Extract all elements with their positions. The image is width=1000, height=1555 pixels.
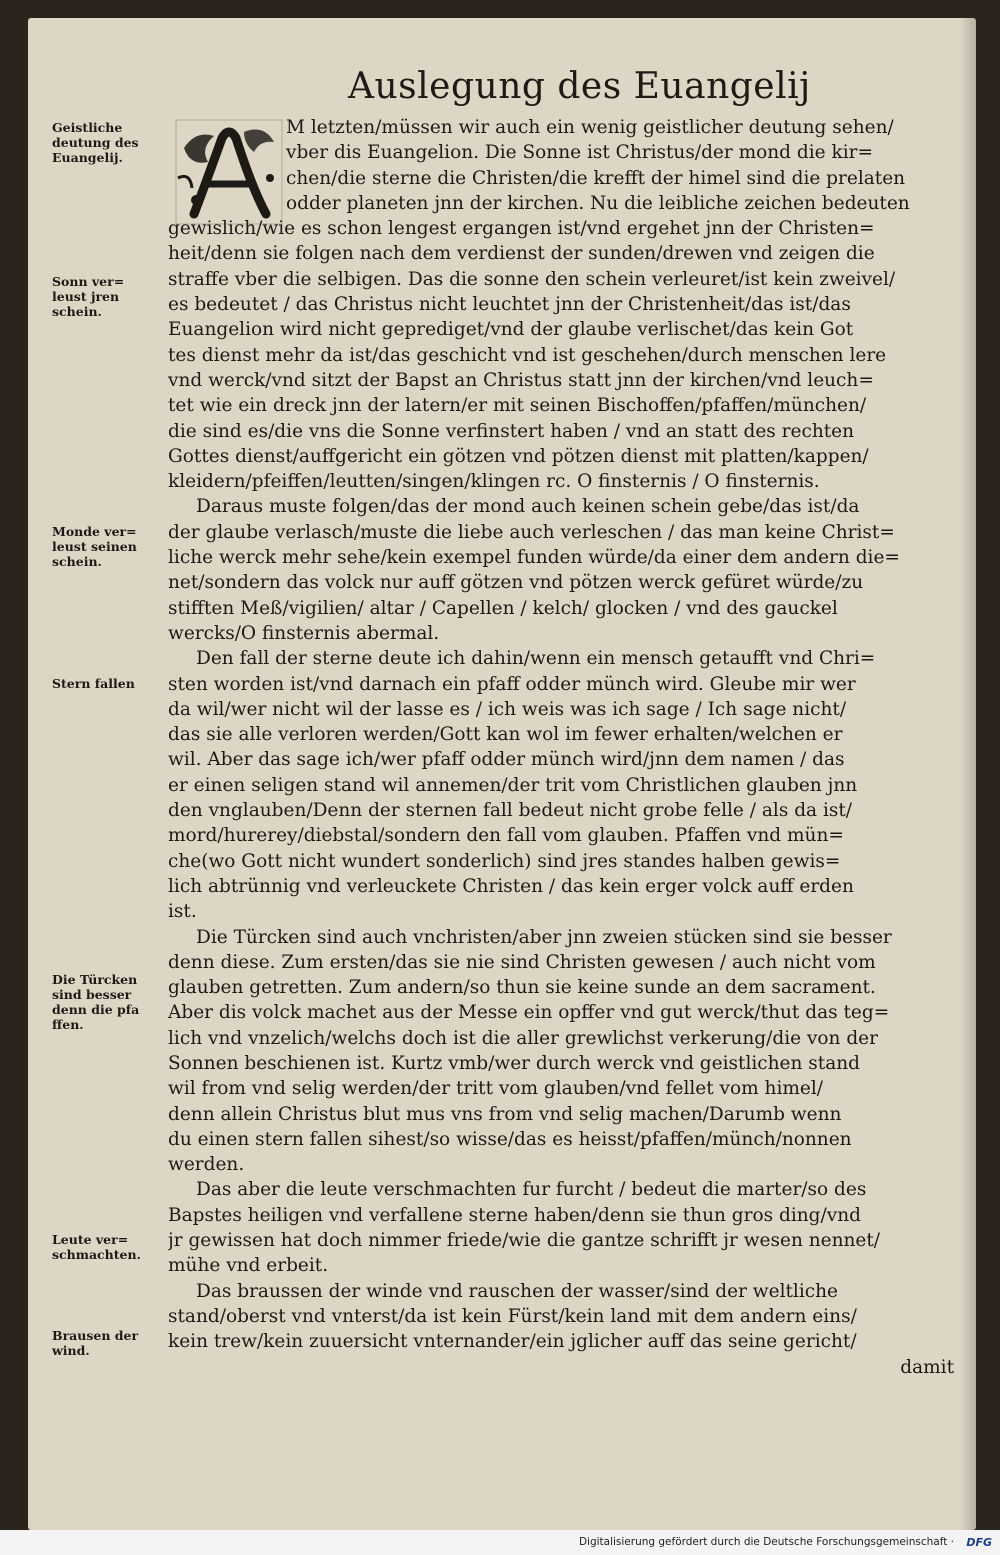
text-line: da wil/wer nicht wil der lasse es / ich weis was ich sage / Ich sage nicht/ xyxy=(168,698,847,720)
text-line: odder planeten jnn der kirchen. Nu die leibliche zeichen bedeuten xyxy=(286,192,910,214)
margin-note xyxy=(52,120,170,165)
text-line: glauben getretten. Zum andern/so thun sie keine sunde an dem sacrament. xyxy=(168,977,876,999)
book-page xyxy=(28,18,976,1530)
text-line: mord/hurerey/diebstal/sondern den fall vom glauben. Pfaffen vnd mün= xyxy=(168,825,844,847)
text-line: die sind es/die vns die Sonne verfinstert haben / vnd an statt des rechten xyxy=(168,420,855,442)
page-edge-shadow xyxy=(960,18,976,1530)
margin-note-line: Brausen der xyxy=(52,1328,139,1343)
text-line: che(wo Gott nicht wundert sonderlich) sind jres standes halben gewis= xyxy=(168,850,841,872)
text-line: Euangelion wird nicht geprediget/vnd der glaube verlischet/das kein Got xyxy=(168,319,854,341)
text-line: kleidern/pfeiffen/leutten/singen/klingen rc. O finsternis / O finsternis. xyxy=(168,471,820,493)
margin-note xyxy=(52,524,170,569)
text-line: kein trew/kein zuuersicht vnternander/ein jglicher auff das seine gericht/ xyxy=(168,1331,857,1353)
dfg-logo-icon: DFG xyxy=(966,1536,992,1549)
margin-note-line: leust seinen xyxy=(52,539,137,554)
text-line: der glaube verlasch/muste die liebe auch verleschen / das man keine Christ= xyxy=(168,521,895,543)
text-line: er einen seligen stand wil annemen/der trit vom Christlichen glauben jnn xyxy=(168,774,858,796)
text-line: Die Türcken sind auch vnchristen/aber jnn zweien stücken sind sie besser xyxy=(196,926,892,948)
page-title: Auslegung des Euangelij xyxy=(348,66,811,107)
margin-note-line: sind besser xyxy=(52,987,132,1002)
margin-note-line: Geistliche xyxy=(52,120,123,135)
margin-note-line: leust jren xyxy=(52,289,120,304)
margin-note-line: ffen. xyxy=(52,1017,84,1032)
margin-note-line: schein. xyxy=(52,554,102,569)
margin-note-line: deutung des xyxy=(52,135,139,150)
margin-note-line: Sonn ver= xyxy=(52,274,125,289)
text-line: Den fall der sterne deute ich dahin/wenn ein mensch getaufft vnd Chri= xyxy=(196,648,876,670)
text-line: du einen stern fallen sihest/so wisse/das es heisst/pfaffen/münch/nonnen xyxy=(168,1128,852,1150)
text-line: den vnglauben/Denn der sternen fall bedeut nicht grobe felle / als da ist/ xyxy=(168,800,853,822)
margin-note-line: wind. xyxy=(52,1343,90,1358)
body-text xyxy=(168,115,958,1380)
margin-note xyxy=(52,676,170,691)
text-line: sten worden ist/vnd darnach ein pfaff odder münch wird. Gleube mir wer xyxy=(168,673,856,695)
margin-note-line: Stern fallen xyxy=(52,676,135,691)
text-line: ist. xyxy=(168,901,197,923)
text-line: net/sondern das volck nur auff götzen vnd pötzen werck gefüret würde/zu xyxy=(168,572,864,594)
text-line: denn diese. Zum ersten/das sie nie sind Christen gewesen / auch nicht vom xyxy=(168,951,876,973)
margin-note xyxy=(52,1232,170,1262)
text-line: Das braussen der winde vnd rauschen der wasser/sind der weltliche xyxy=(196,1280,838,1302)
margin-note-line: Monde ver= xyxy=(52,524,137,539)
text-line: lich vnd vnzelich/welchs doch ist die aller grewlichst verkerung/die von der xyxy=(168,1027,878,1049)
text-line: wercks/O finsternis abermal. xyxy=(168,622,440,644)
margin-note xyxy=(52,274,170,319)
text-line: tes dienst mehr da ist/das geschicht vnd ist geschehen/durch menschen lere xyxy=(168,344,887,366)
text-line: wil from vnd selig werden/der tritt vom glauben/vnd fellet vom himel/ xyxy=(168,1078,824,1100)
margin-note-line: Euangelij. xyxy=(52,150,123,165)
text-line: straffe vber die selbigen. Das die sonne den schein verleuret/ist kein zweivel/ xyxy=(168,268,896,290)
text-line: gewislich/wie es schon lengest ergangen ist/vnd ergehet jnn der Christen= xyxy=(168,218,875,240)
text-line: es bedeutet / das Christus nicht leuchtet jnn der Christenheit/das ist/das xyxy=(168,294,851,316)
text-line: liche werck mehr sehe/kein exempel funden würde/da einer dem andern die= xyxy=(168,547,900,569)
text-line: stand/oberst vnd vnterst/da ist kein Fürst/kein land mit dem andern eins/ xyxy=(168,1305,857,1327)
text-line: Sonnen beschienen ist. Kurtz vmb/wer durch werck vnd geistlichen stand xyxy=(168,1052,861,1074)
text-line: heit/denn sie folgen nach dem verdienst der sunden/drewen vnd zeigen die xyxy=(168,243,875,265)
margin-note-line: Leute ver= xyxy=(52,1232,129,1247)
margin-note xyxy=(52,1328,170,1358)
text-line: mühe vnd erbeit. xyxy=(168,1255,329,1277)
footer-credit: Digitalisierung gefördert durch die Deutsche Forschungsgemeinschaft · xyxy=(578,1536,954,1548)
text-line: wil. Aber das sage ich/wer pfaff odder münch wird/jnn dem namen / das xyxy=(168,749,845,771)
margin-note-line: Die Türcken xyxy=(52,972,138,987)
text-line: Bapstes heiligen vnd verfallene sterne haben/denn sie thun gros ding/vnd xyxy=(168,1204,861,1226)
margin-note xyxy=(52,972,170,1032)
text-line: Gottes dienst/auffgericht ein götzen vnd pötzen dienst mit platten/kappen/ xyxy=(168,445,869,467)
text-line: lich abtrünnig vnd verleuckete Christen / das kein erger volck auff erden xyxy=(168,875,854,897)
margin-note-line: schein. xyxy=(52,304,102,319)
margin-note-line: denn die pfa xyxy=(52,1002,140,1017)
catchword: damit xyxy=(900,1356,954,1378)
text-line: Daraus muste folgen/das der mond auch keinen schein gebe/das ist/da xyxy=(196,496,860,518)
text-line: Das aber die leute verschmachten fur furcht / bedeut die marter/so des xyxy=(196,1179,867,1201)
text-line: denn allein Christus blut mus vns from vnd selig machen/Darumb wenn xyxy=(168,1103,842,1125)
text-line: vnd werck/vnd sitzt der Bapst an Christus statt jnn der kirchen/vnd leuch= xyxy=(168,369,874,391)
text-line: vber dis Euangelion. Die Sonne ist Christus/der mond die kir= xyxy=(286,142,873,164)
text-line: chen/die sterne die Christen/die krefft der himel sind die prelaten xyxy=(286,167,906,189)
margin-note-line: schmachten. xyxy=(52,1247,141,1262)
text-line: stifften Meß/vigilien/ altar / Capellen / kelch/ glocken / vnd des gauckel xyxy=(168,597,838,619)
text-line: Aber dis volck machet aus der Messe ein opffer vnd gut werck/thut das teg= xyxy=(168,1002,890,1024)
text-line: M letzten/müssen wir auch ein wenig geistlicher deutung sehen/ xyxy=(286,117,894,138)
text-line: das sie alle verloren werden/Gott kan wol im fewer erhalten/welchen er xyxy=(168,724,843,746)
footer-bar xyxy=(0,1530,1000,1555)
text-line: jr gewissen hat doch nimmer friede/wie die gantze schrifft jr wesen nennet/ xyxy=(168,1230,881,1252)
text-line: tet wie ein dreck jnn der latern/er mit seinen Bischoffen/pfaffen/münchen/ xyxy=(168,395,867,417)
text-line: werden. xyxy=(168,1154,245,1176)
